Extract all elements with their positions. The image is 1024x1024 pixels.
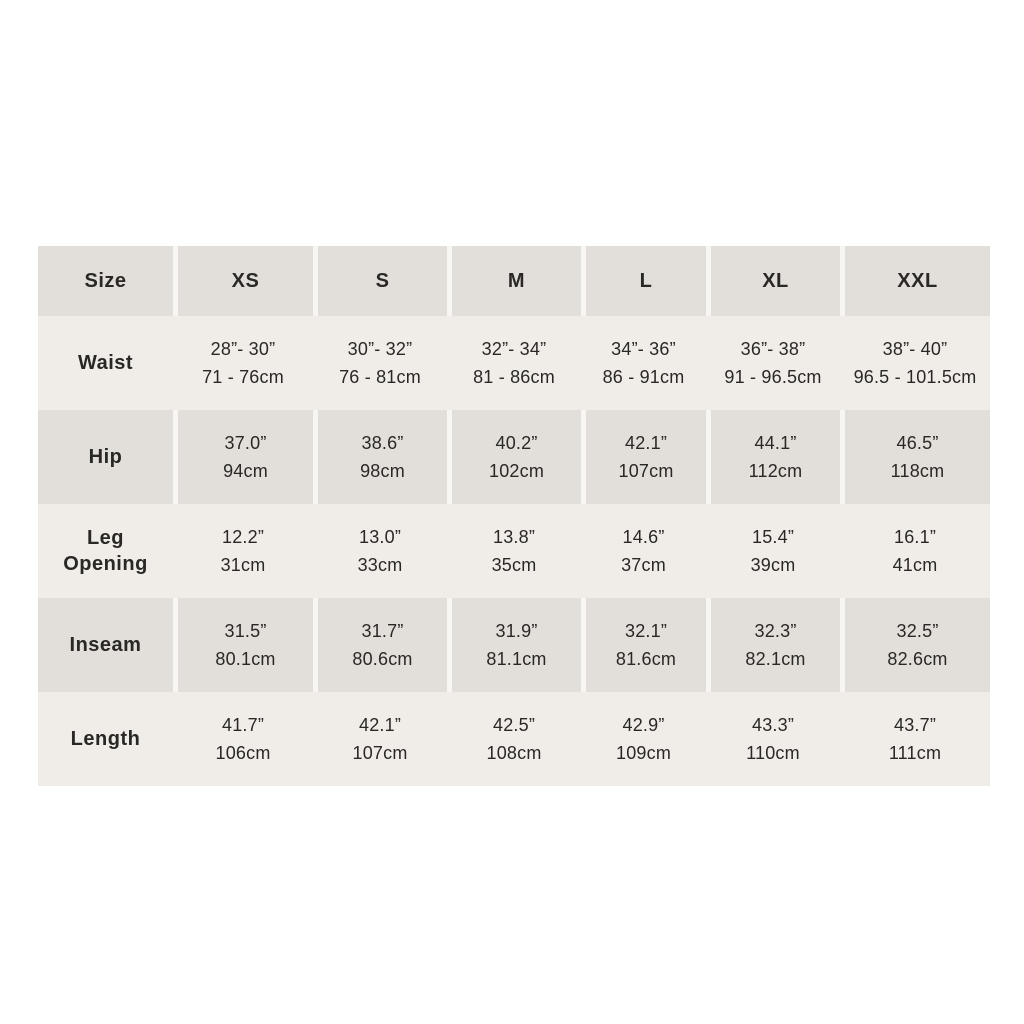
header-cell-xxl: XXL — [840, 246, 990, 316]
cell-hip-xxl — [840, 410, 990, 504]
cell-length-l — [581, 692, 706, 786]
cell-inseam-s — [313, 598, 447, 692]
cell-cm: 35cm — [491, 555, 537, 575]
cell-cm: 98cm — [360, 461, 405, 481]
cell-inseam-l — [581, 598, 706, 692]
cell-hip-xs — [173, 410, 313, 504]
row-label-length — [38, 692, 173, 786]
cell-inches: 36”- 38” — [740, 339, 806, 359]
cell-inches: 44.1” — [754, 433, 797, 453]
cell-length-xl — [706, 692, 840, 786]
cell-inches: 38”- 40” — [882, 339, 948, 359]
row-label-text: Waist — [77, 352, 134, 374]
row-label-text: Length — [70, 728, 141, 750]
cell-inches: 31.9” — [495, 621, 538, 641]
cell-inches: 41.7” — [221, 715, 265, 735]
header-cell-size: Size — [38, 246, 173, 316]
cell-waist-s — [313, 316, 447, 410]
row-label-hip — [38, 410, 173, 504]
cell-cm: 33cm — [357, 555, 403, 575]
cell-inches: 32.1” — [624, 621, 668, 641]
cell-length-xs — [173, 692, 313, 786]
cell-inches: 42.1” — [358, 715, 402, 735]
cell-inches: 43.3” — [751, 715, 795, 735]
cell-cm: 106cm — [215, 743, 271, 763]
header-cell-s: S — [313, 246, 447, 316]
cell-inseam-m — [447, 598, 581, 692]
cell-length-xxl — [840, 692, 990, 786]
cell-inches: 13.8” — [492, 527, 536, 547]
header-cell-l: L — [581, 246, 706, 316]
cell-inches: 40.2” — [495, 433, 538, 453]
cell-waist-m — [447, 316, 581, 410]
cell-cm: 39cm — [750, 555, 796, 575]
cell-cm: 81.6cm — [615, 649, 677, 669]
cell-hip-s — [313, 410, 447, 504]
row-label-text: Inseam — [69, 634, 142, 656]
cell-cm: 110cm — [746, 743, 800, 763]
cell-cm: 112cm — [748, 461, 803, 481]
cell-inseam-xxl — [840, 598, 990, 692]
cell-hip-l — [581, 410, 706, 504]
cell-inches: 16.1” — [893, 527, 937, 547]
row-label-waist — [38, 316, 173, 410]
cell-cm: 82.6cm — [887, 649, 948, 669]
table-row-length — [38, 692, 990, 786]
table-row-inseam — [38, 598, 990, 692]
cell-cm: 80.1cm — [215, 649, 276, 669]
cell-inches: 32”- 34” — [481, 339, 547, 359]
cell-inches: 15.4” — [751, 527, 795, 547]
cell-cm: 41cm — [892, 555, 938, 575]
row-label-text: Leg Opening — [63, 527, 148, 575]
cell-cm: 81 - 86cm — [473, 367, 555, 387]
cell-cm: 108cm — [486, 743, 542, 763]
cell-cm: 94cm — [223, 461, 268, 481]
cell-inches: 37.0” — [224, 433, 267, 453]
cell-leg-opening-xl — [706, 504, 840, 598]
cell-waist-xl — [706, 316, 840, 410]
cell-hip-m — [447, 410, 581, 504]
cell-inches: 31.7” — [361, 621, 404, 641]
table-row-leg-opening — [38, 504, 990, 598]
cell-waist-l — [581, 316, 706, 410]
cell-cm: 107cm — [352, 743, 408, 763]
table-row-waist — [38, 316, 990, 410]
cell-hip-xl — [706, 410, 840, 504]
header-cell-m: M — [447, 246, 581, 316]
cell-cm: 111cm — [888, 743, 942, 763]
cell-inches: 30”- 32” — [347, 339, 413, 359]
cell-cm: 109cm — [615, 743, 672, 763]
row-label-leg-opening — [38, 504, 173, 598]
cell-cm: 71 - 76cm — [202, 367, 284, 387]
cell-leg-opening-xs — [173, 504, 313, 598]
cell-inches: 12.2” — [221, 527, 265, 547]
cell-cm: 31cm — [220, 555, 266, 575]
cell-inseam-xl — [706, 598, 840, 692]
header-row — [38, 246, 990, 316]
cell-waist-xxl — [840, 316, 990, 410]
header-cell-xs: XS — [173, 246, 313, 316]
cell-cm: 96.5 - 101.5cm — [853, 367, 977, 387]
cell-inches: 46.5” — [896, 433, 939, 453]
cell-leg-opening-l — [581, 504, 706, 598]
cell-inseam-xs — [173, 598, 313, 692]
row-label-text: Hip — [88, 446, 123, 468]
cell-length-m — [447, 692, 581, 786]
cell-inches: 42.5” — [492, 715, 536, 735]
cell-cm: 118cm — [890, 461, 945, 481]
cell-inches: 13.0” — [358, 527, 402, 547]
cell-cm: 76 - 81cm — [339, 367, 421, 387]
cell-cm: 91 - 96.5cm — [724, 367, 822, 387]
cell-waist-xs — [173, 316, 313, 410]
cell-cm: 107cm — [618, 461, 674, 481]
cell-cm: 37cm — [621, 555, 666, 575]
cell-inches: 43.7” — [893, 715, 937, 735]
cell-leg-opening-s — [313, 504, 447, 598]
cell-inches: 14.6” — [622, 527, 665, 547]
cell-length-s — [313, 692, 447, 786]
cell-leg-opening-xxl — [840, 504, 990, 598]
cell-cm: 86 - 91cm — [602, 367, 685, 387]
cell-inches: 28”- 30” — [210, 339, 276, 359]
cell-cm: 80.6cm — [352, 649, 413, 669]
cell-leg-opening-m — [447, 504, 581, 598]
cell-inches: 42.9” — [622, 715, 665, 735]
cell-inches: 38.6” — [361, 433, 404, 453]
cell-inches: 34”- 36” — [611, 339, 676, 359]
size-chart-table — [38, 246, 990, 786]
cell-inches: 42.1” — [624, 433, 668, 453]
cell-inches: 31.5” — [224, 621, 267, 641]
row-label-inseam — [38, 598, 173, 692]
cell-inches: 32.3” — [754, 621, 797, 641]
cell-cm: 82.1cm — [745, 649, 806, 669]
cell-inches: 32.5” — [896, 621, 939, 641]
header-cell-xl: XL — [706, 246, 840, 316]
cell-cm: 81.1cm — [486, 649, 547, 669]
cell-cm: 102cm — [488, 461, 545, 481]
table-row-hip — [38, 410, 990, 504]
